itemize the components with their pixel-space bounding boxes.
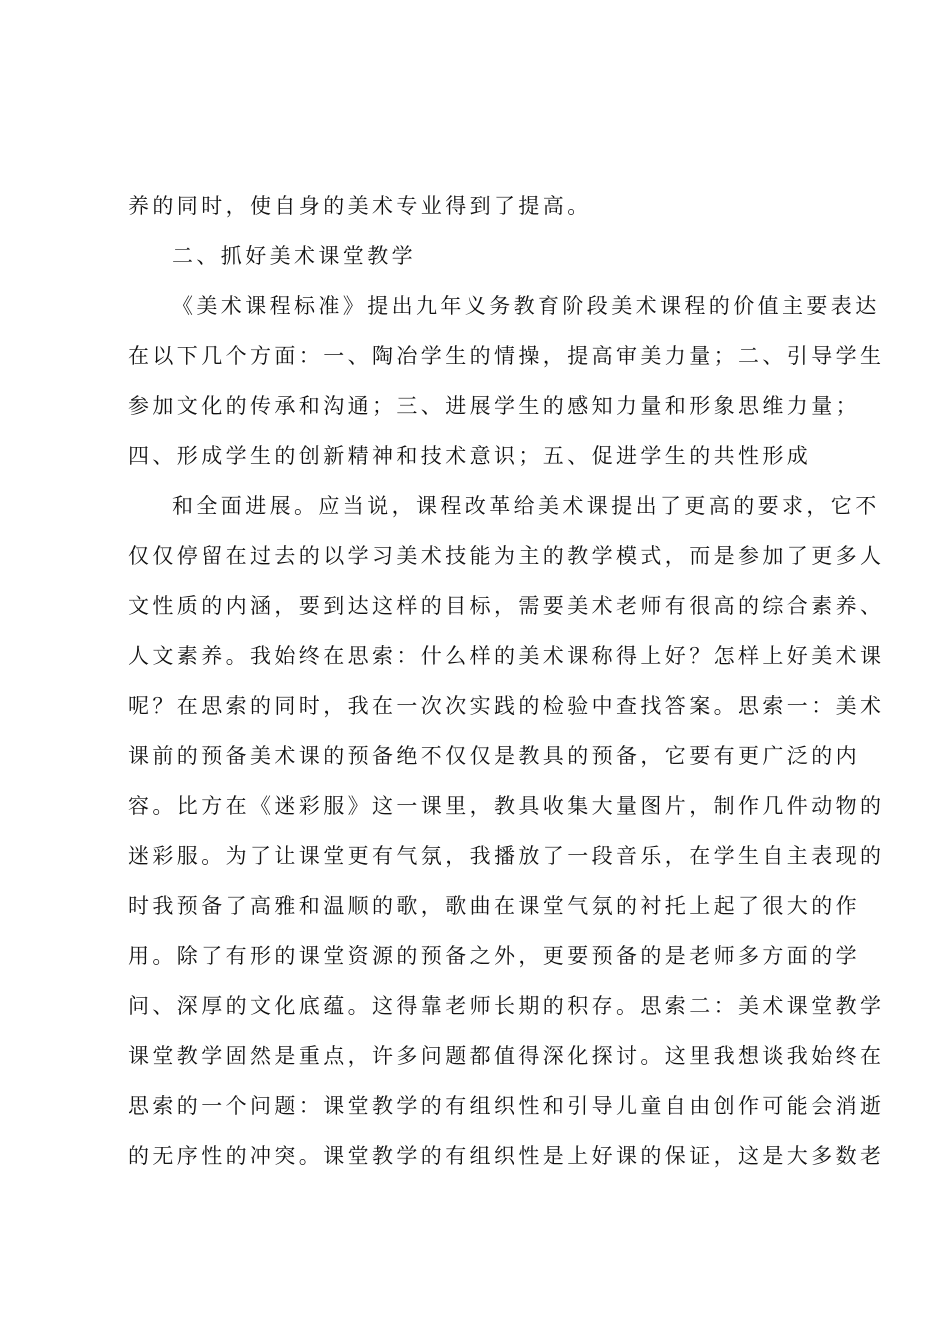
text-line-18: 课堂教学固然是重点，许多问题都值得深化探讨。这里我想谈我始终在 bbox=[128, 1044, 885, 1068]
text-line-14: 迷彩服。为了让课堂更有气氛，我播放了一段音乐，在学生自主表现的 bbox=[128, 844, 885, 868]
text-line-16: 用。除了有形的课堂资源的预备之外，更要预备的是老师多方面的学 bbox=[128, 944, 860, 968]
text-line-9: 文性质的内涵，要到达这样的目标，需要美术老师有很高的综合素养、 bbox=[128, 594, 885, 618]
text-line-20: 的无序性的冲突。课堂教学的有组织性是上好课的保证，这是大多数老 bbox=[128, 1144, 885, 1168]
text-line-12: 课前的预备美术课的预备绝不仅仅是教具的预备，它要有更广泛的内 bbox=[128, 744, 860, 768]
text-line-15: 时我预备了高雅和温顺的歌，歌曲在课堂气氛的衬托上起了很大的作 bbox=[128, 894, 860, 918]
text-line-19: 思索的一个问题：课堂教学的有组织性和引导儿童自由创作可能会消逝 bbox=[128, 1094, 885, 1118]
text-line-3: 《美术课程标准》提出九年义务教育阶段美术课程的价值主要表达 bbox=[172, 294, 880, 318]
text-line-1: 养的同时，使自身的美术专业得到了提高。 bbox=[128, 194, 592, 218]
text-line-10: 人文素养。我始终在思索：什么样的美术课称得上好？怎样上好美术课 bbox=[128, 644, 885, 668]
text-line-8: 仅仅停留在过去的以学习美术技能为主的教学模式，而是参加了更多人 bbox=[128, 544, 885, 568]
text-line-5: 参加文化的传承和沟通；三、进展学生的感知力量和形象思维力量； bbox=[128, 394, 860, 418]
text-line-13: 容。比方在《迷彩服》这一课里，教具收集大量图片，制作几件动物的 bbox=[128, 794, 885, 818]
text-line-17: 问、深厚的文化底蕴。这得靠老师长期的积存。思索二：美术课堂教学 bbox=[128, 994, 885, 1018]
text-line-11: 呢？在思索的同时，我在一次次实践的检验中查找答案。思索一：美术 bbox=[128, 694, 885, 718]
text-line-4: 在以下几个方面：一、陶冶学生的情操，提高审美力量；二、引导学生 bbox=[128, 344, 885, 368]
text-line-7: 和全面进展。应当说，课程改革给美术课提出了更高的要求，它不 bbox=[172, 494, 880, 518]
section-heading: 二、抓好美术课堂教学 bbox=[172, 244, 416, 268]
text-line-6: 四、形成学生的创新精神和技术意识；五、促进学生的共性形成 bbox=[128, 444, 812, 468]
